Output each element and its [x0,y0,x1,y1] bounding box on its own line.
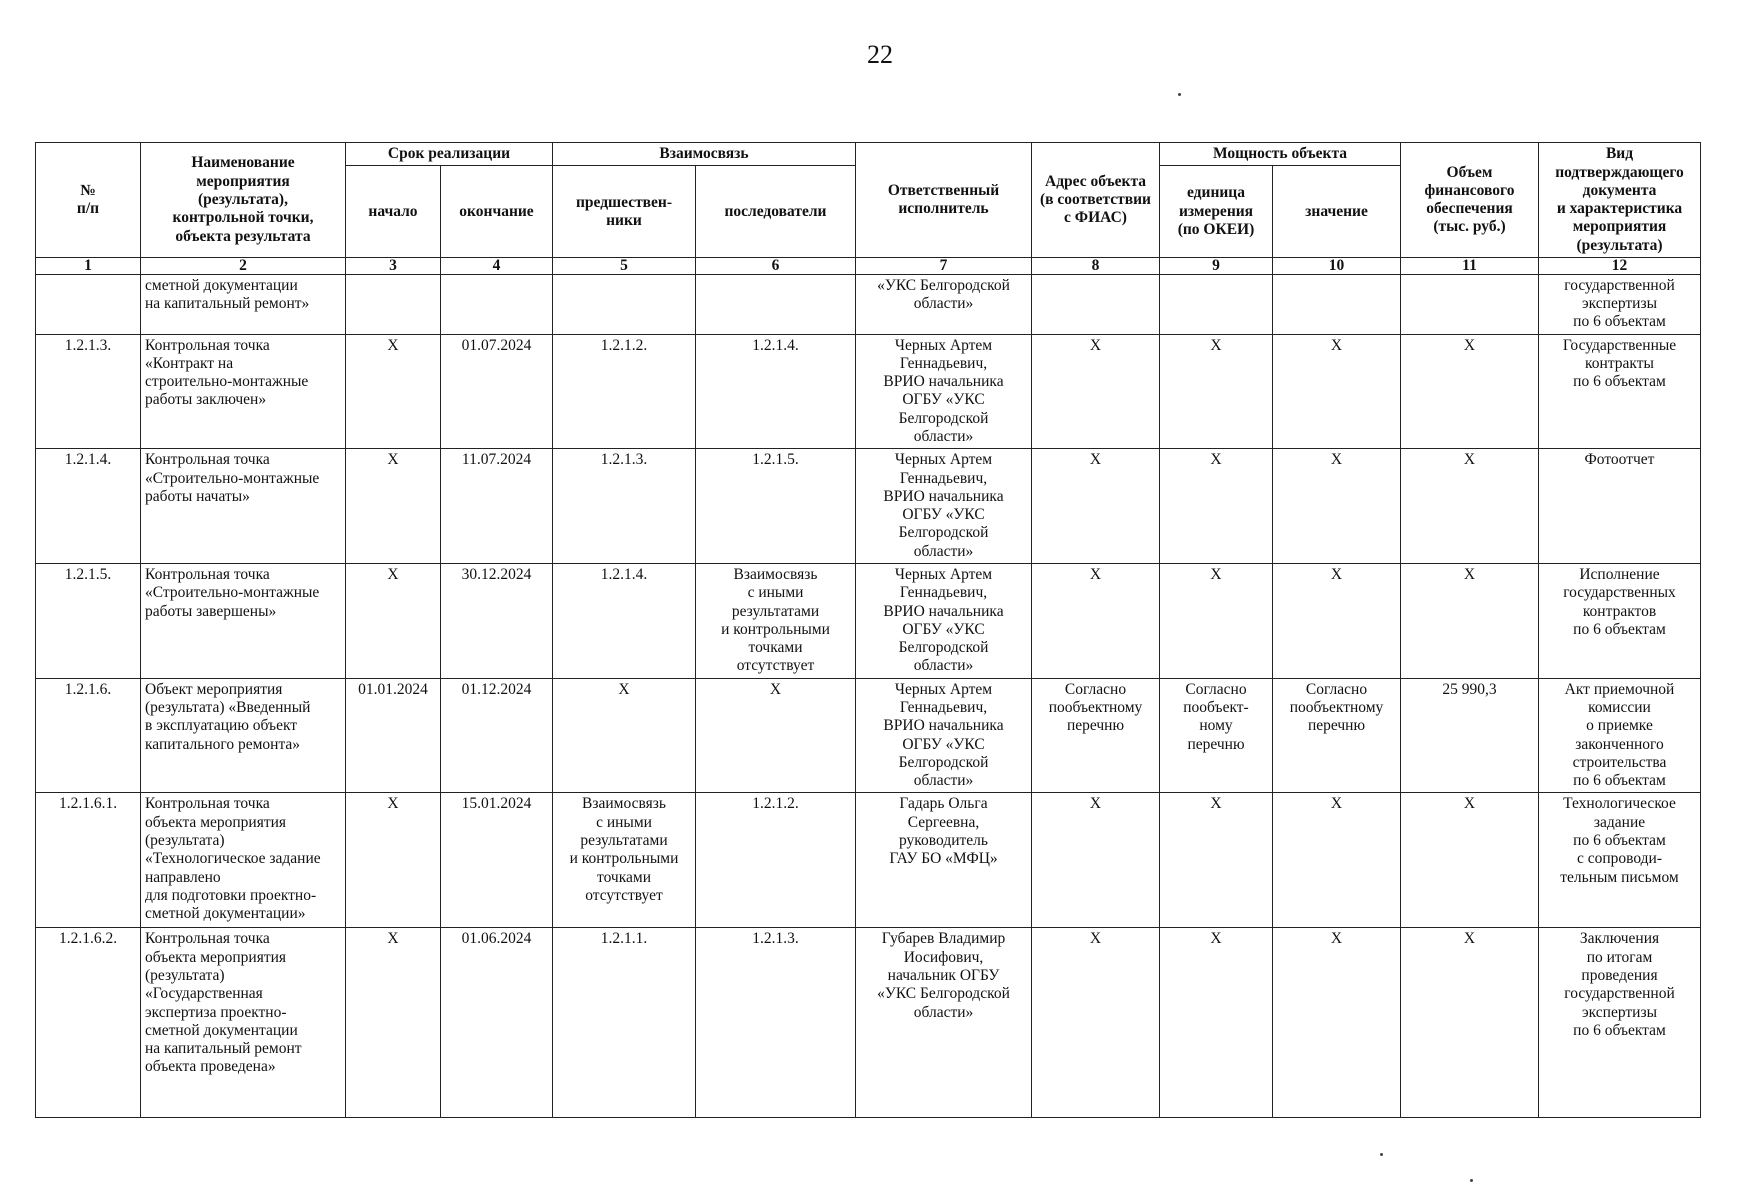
cell-end: 01.12.2024 [441,678,553,793]
cell-succ: 1.2.1.3. [696,928,856,1118]
cell-unit: X [1160,334,1273,449]
cell-unit: X [1160,793,1273,928]
column-number: 10 [1273,258,1401,275]
table-row [36,564,1701,679]
cell-name: Контрольная точка «Контракт на строительно-монтажные работы заключен» [141,334,346,449]
column-number: 9 [1160,258,1273,275]
cell-name: Контрольная точка объекта мероприятия (результата) «Технологическое задание направлено для подготовки проектно- сметной документации» [141,793,346,928]
cell-address: X [1032,793,1160,928]
cell-doc: Исполнение государственных контрактов по 6 объектам [1539,564,1701,679]
cell-volume: X [1401,928,1539,1118]
cell-volume [1401,274,1539,334]
header-num: № п/п [36,143,141,258]
cell-end: 01.06.2024 [441,928,553,1118]
cell-succ: X [696,678,856,793]
cell-end: 30.12.2024 [441,564,553,679]
cell-doc: Фотоотчет [1539,449,1701,564]
table-row [36,449,1701,564]
cell-start [346,274,441,334]
cell-start: 01.01.2024 [346,678,441,793]
cell-pred: 1.2.1.4. [553,564,696,679]
cell-pred: 1.2.1.1. [553,928,696,1118]
column-number: 12 [1539,258,1701,275]
cell-num: 1.2.1.6.1. [36,793,141,928]
table-row [36,334,1701,449]
cell-address: X [1032,334,1160,449]
cell-responsible: Черных Артем Геннадьевич, ВРИО начальника ОГБУ «УКС Белгородской области» [856,449,1032,564]
cell-volume: X [1401,334,1539,449]
column-number: 1 [36,258,141,275]
cell-num [36,274,141,334]
cell-doc: Акт приемочной комиссии о приемке законченного строительства по 6 объектам [1539,678,1701,793]
column-number: 3 [346,258,441,275]
cell-succ: 1.2.1.4. [696,334,856,449]
cell-volume: 25 990,3 [1401,678,1539,793]
cell-unit [1160,274,1273,334]
header-capacity: Мощность объекта [1160,143,1401,166]
cell-end: 01.07.2024 [441,334,553,449]
cell-responsible: Губарев Владимир Иосифович, начальник ОГБУ «УКС Белгородской области» [856,928,1032,1118]
column-number: 2 [141,258,346,275]
cell-doc: Технологическое задание по 6 объектам с сопроводи- тельным письмом [1539,793,1701,928]
column-number: 7 [856,258,1032,275]
cell-num: 1.2.1.6. [36,678,141,793]
header-name: Наименование мероприятия (результата), контрольной точки, объекта результата [141,143,346,258]
cell-start: X [346,793,441,928]
column-number: 4 [441,258,553,275]
cell-value: X [1273,334,1401,449]
header-link: Взаимосвязь [553,143,856,166]
cell-unit: X [1160,449,1273,564]
header-link-pred: предшествен- ники [553,166,696,258]
cell-start: X [346,449,441,564]
table-row [36,928,1701,1118]
cell-volume: X [1401,449,1539,564]
cell-name: Контрольная точка «Строительно-монтажные работы начаты» [141,449,346,564]
cell-responsible: Гадарь Ольга Сергеевна, руководитель ГАУ БО «МФЦ» [856,793,1032,928]
cell-value: X [1273,928,1401,1118]
cell-doc: государственной экспертизы по 6 объектам [1539,274,1701,334]
cell-unit: X [1160,928,1273,1118]
header-link-succ: последователи [696,166,856,258]
cell-pred: X [553,678,696,793]
header-address: Адрес объекта (в соответствии с ФИАС) [1032,143,1160,258]
cell-address [1032,274,1160,334]
column-number: 8 [1032,258,1160,275]
column-number: 11 [1401,258,1539,275]
cell-pred: 1.2.1.2. [553,334,696,449]
cell-responsible: Черных Артем Геннадьевич, ВРИО начальника ОГБУ «УКС Белгородской области» [856,334,1032,449]
column-number: 5 [553,258,696,275]
cell-unit: X [1160,564,1273,679]
cell-name: сметной документации на капитальный ремонт» [141,274,346,334]
table-row [36,274,1701,334]
cell-num: 1.2.1.4. [36,449,141,564]
cell-unit: Согласно пообъект- ному перечню [1160,678,1273,793]
cell-succ [696,274,856,334]
cell-name: Контрольная точка «Строительно-монтажные работы завершены» [141,564,346,679]
cell-value [1273,274,1401,334]
cell-start: X [346,334,441,449]
cell-succ: 1.2.1.2. [696,793,856,928]
cell-address: X [1032,564,1160,679]
cell-pred: Взаимосвязь с иными результатами и контрольными точками отсутствует [553,793,696,928]
cell-pred [553,274,696,334]
header-term: Срок реализации [346,143,553,166]
cell-num: 1.2.1.5. [36,564,141,679]
cell-value: X [1273,449,1401,564]
cell-volume: X [1401,564,1539,679]
cell-pred: 1.2.1.3. [553,449,696,564]
cell-name: Контрольная точка объекта мероприятия (результата) «Государственная экспертиза проектно- сметной документации на капитальный ремонт объекта проведена» [141,928,346,1118]
table-row [36,793,1701,928]
header-volume: Объем финансового обеспечения (тыс. руб.) [1401,143,1539,258]
cell-value: X [1273,793,1401,928]
cell-end: 15.01.2024 [441,793,553,928]
cell-responsible: Черных Артем Геннадьевич, ВРИО начальника ОГБУ «УКС Белгородской области» [856,564,1032,679]
cell-address: X [1032,449,1160,564]
cell-value: Согласно пообъектному перечню [1273,678,1401,793]
cell-value: X [1273,564,1401,679]
cell-responsible: Черных Артем Геннадьевич, ВРИО начальника ОГБУ «УКС Белгородской области» [856,678,1032,793]
plan-table [35,142,1701,1118]
header-unit: единица измерения (по ОКЕИ) [1160,166,1273,258]
table-row [36,678,1701,793]
header-term-start: начало [346,166,441,258]
cell-responsible: «УКС Белгородской области» [856,274,1032,334]
cell-address: Согласно пообъектному перечню [1032,678,1160,793]
cell-start: X [346,928,441,1118]
header-value: значение [1273,166,1401,258]
cell-num: 1.2.1.3. [36,334,141,449]
cell-doc: Государственные контракты по 6 объектам [1539,334,1701,449]
column-number-row [36,258,1701,275]
cell-num: 1.2.1.6.2. [36,928,141,1118]
cell-address: X [1032,928,1160,1118]
cell-doc: Заключения по итогам проведения государственной экспертизы по 6 объектам [1539,928,1701,1118]
cell-end: 11.07.2024 [441,449,553,564]
header-doc: Вид подтверждающего документа и характеристика мероприятия (результата) [1539,143,1701,258]
page-number: 22 [867,40,893,69]
column-number: 6 [696,258,856,275]
header-term-end: окончание [441,166,553,258]
cell-name: Объект мероприятия (результата) «Введенный в эксплуатацию объект капитального ремонта» [141,678,346,793]
cell-succ: 1.2.1.5. [696,449,856,564]
cell-succ: Взаимосвязь с иными результатами и контрольными точками отсутствует [696,564,856,679]
header-responsible: Ответственный исполнитель [856,143,1032,258]
cell-end [441,274,553,334]
cell-start: X [346,564,441,679]
cell-volume: X [1401,793,1539,928]
